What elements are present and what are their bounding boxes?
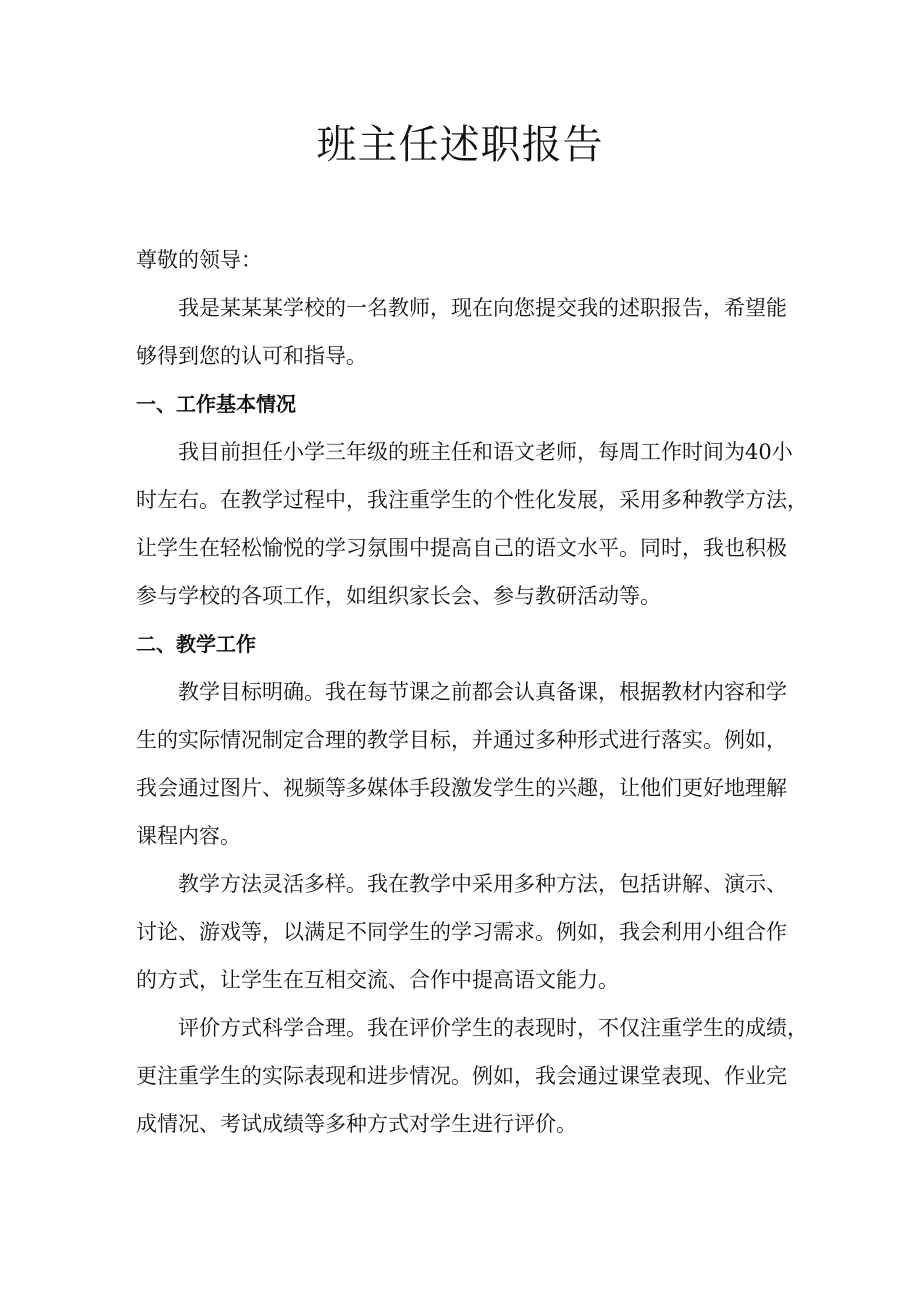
document-body	[136, 236, 824, 1148]
paragraph-line: 我目前担任小学三年级的班主任和语文老师，每周工作时间为40小	[178, 440, 793, 464]
paragraph-line: 的方式，让学生在互相交流、合作中提高语文能力。	[136, 968, 619, 992]
paragraph-line: 让学生在轻松愉悦的学习氛围中提高自己的语文水平。同时，我也积极	[136, 536, 787, 560]
paragraph-line: 教学目标明确。我在每节课之前都会认真备课，根据教材内容和学	[178, 680, 787, 704]
section-heading-teaching-work: 二、教学工作	[136, 632, 256, 656]
paragraph-line: 够得到您的认可和指导。	[136, 344, 367, 368]
paragraph-line: 更注重学生的实际表现和进步情况。例如，我会通过课堂表现、作业完	[136, 1064, 787, 1088]
paragraph-line: 参与学校的各项工作，如组织家长会、参与教研活动等。	[136, 584, 661, 608]
section-heading-work-overview: 一、工作基本情况	[136, 392, 296, 416]
paragraph-line: 生的实际情况制定合理的教学目标，并通过多种形式进行落实。例如，	[136, 728, 787, 752]
paragraph-line: 教学方法灵活多样。我在教学中采用多种方法，包括讲解、演示、	[178, 872, 787, 896]
paragraph-line: 我是某某某学校的一名教师，现在向您提交我的述职报告，希望能	[178, 296, 787, 320]
salutation: 尊敬的领导：	[136, 248, 262, 272]
paragraph-line: 时左右。在教学过程中，我注重学生的个性化发展，采用多种教学方法，	[136, 488, 808, 512]
paragraph-line: 课程内容。	[136, 824, 241, 848]
paragraph-line: 评价方式科学合理。我在评价学生的表现时，不仅注重学生的成绩，	[178, 1016, 808, 1040]
paragraph-line: 成情况、考试成绩等多种方式对学生进行评价。	[136, 1112, 577, 1136]
paragraph-line: 讨论、游戏等，以满足不同学生的学习需求。例如，我会利用小组合作	[136, 920, 787, 944]
paragraph-line: 我会通过图片、视频等多媒体手段激发学生的兴趣，让他们更好地理解	[136, 776, 787, 800]
document-title: 班主任述职报告	[316, 122, 604, 168]
